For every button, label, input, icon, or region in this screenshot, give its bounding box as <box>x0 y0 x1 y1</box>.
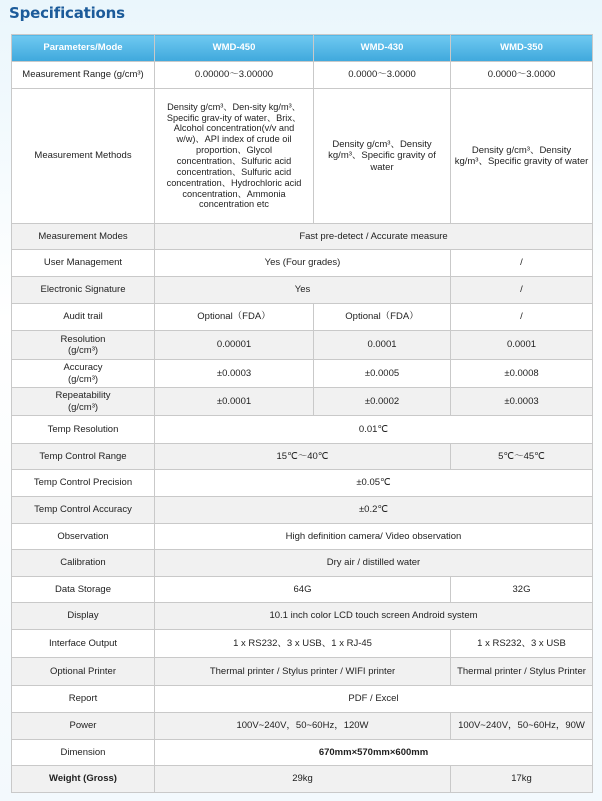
cell-value: 0.0000～3.0000 <box>451 62 593 89</box>
table-row <box>12 550 593 577</box>
row-label: Temp Control Range <box>12 444 155 470</box>
cell-value: 15℃～40℃ <box>155 444 451 470</box>
header-wmd-430: WMD-430 <box>314 35 451 62</box>
table-row <box>12 577 593 603</box>
cell-value: ±0.0003 <box>155 360 314 388</box>
cell-value: 1 x RS232、3 x USB、1 x RJ-45 <box>155 630 451 658</box>
cell-value: Fast pre-detect / Accurate measure <box>155 224 593 250</box>
row-label: Accuracy (g/cm³) <box>12 360 155 388</box>
table-row <box>12 470 593 497</box>
cell-value: Optional（FDA） <box>155 304 314 331</box>
cell-value: / <box>451 250 593 277</box>
row-label: Temp Resolution <box>12 416 155 444</box>
cell-value: 670mm×570mm×600mm <box>155 740 593 766</box>
cell-value: ±0.05℃ <box>155 470 593 497</box>
row-label: Interface Output <box>12 630 155 658</box>
table-row <box>12 444 593 470</box>
cell-value: ±0.0008 <box>451 360 593 388</box>
table-row <box>12 740 593 766</box>
header-wmd-450: WMD-450 <box>155 35 314 62</box>
row-label: User Management <box>12 250 155 277</box>
cell-value: 100V~240V，50~60Hz，120W <box>155 713 451 740</box>
row-label: Measurement Methods <box>12 89 155 224</box>
cell-value: PDF / Excel <box>155 686 593 713</box>
cell-value: 0.0000～3.0000 <box>314 62 451 89</box>
table-row <box>12 766 593 793</box>
table-row <box>12 388 593 416</box>
cell-value: Dry air / distilled water <box>155 550 593 577</box>
row-label: Dimension <box>12 740 155 766</box>
table-row <box>12 658 593 686</box>
row-label: Temp Control Precision <box>12 470 155 497</box>
cell-value: / <box>451 304 593 331</box>
cell-value: Density g/cm³、Density kg/m³、Specific gravity of water <box>314 89 451 224</box>
table-row <box>12 89 593 224</box>
header-parameters: Parameters/Mode <box>12 35 155 62</box>
table-row <box>12 277 593 304</box>
cell-value: Optional（FDA） <box>314 304 451 331</box>
row-label: Temp Control Accuracy <box>12 497 155 524</box>
table-row <box>12 250 593 277</box>
row-label: Measurement Modes <box>12 224 155 250</box>
cell-value: 17kg <box>451 766 593 793</box>
cell-value: ±0.0003 <box>451 388 593 416</box>
table-row <box>12 360 593 388</box>
row-label: Display <box>12 603 155 630</box>
cell-value: High definition camera/ Video observation <box>155 524 593 550</box>
table-row <box>12 713 593 740</box>
cell-value: 32G <box>451 577 593 603</box>
cell-value: Thermal printer / Stylus Printer <box>451 658 593 686</box>
cell-value: 29kg <box>155 766 451 793</box>
row-label: Repeatability (g/cm³) <box>12 388 155 416</box>
cell-value: ±0.0002 <box>314 388 451 416</box>
table-row <box>12 497 593 524</box>
row-label: Power <box>12 713 155 740</box>
cell-value: 64G <box>155 577 451 603</box>
table-row <box>12 686 593 713</box>
cell-value: Yes <box>155 277 451 304</box>
table-row <box>12 224 593 250</box>
cell-value: Thermal printer / Stylus printer / WIFI printer <box>155 658 451 686</box>
row-label: Electronic Signature <box>12 277 155 304</box>
cell-value: / <box>451 277 593 304</box>
page-title: Specifications <box>9 4 125 22</box>
cell-value: 0.00001 <box>155 331 314 360</box>
row-label: Calibration <box>12 550 155 577</box>
cell-value: 0.0001 <box>451 331 593 360</box>
cell-value: 10.1 inch color LCD touch screen Android system <box>155 603 593 630</box>
table-row <box>12 524 593 550</box>
row-label: Resolution (g/cm³) <box>12 331 155 360</box>
row-label: Optional Printer <box>12 658 155 686</box>
header-wmd-350: WMD-350 <box>451 35 593 62</box>
table-row <box>12 62 593 89</box>
specifications-table <box>11 34 593 793</box>
cell-value: 1 x RS232、3 x USB <box>451 630 593 658</box>
cell-value: 0.0001 <box>314 331 451 360</box>
table-row <box>12 416 593 444</box>
table-header-row <box>12 35 593 62</box>
cell-value: Density g/cm³、Density kg/m³、Specific gravity of water <box>451 89 593 224</box>
table-row <box>12 331 593 360</box>
cell-value: 0.00000～3.00000 <box>155 62 314 89</box>
cell-value: ±0.0005 <box>314 360 451 388</box>
cell-value: 5℃～45℃ <box>451 444 593 470</box>
cell-value: 100V~240V，50~60Hz，90W <box>451 713 593 740</box>
row-label: Weight (Gross) <box>12 766 155 793</box>
row-label: Audit trail <box>12 304 155 331</box>
table-row <box>12 603 593 630</box>
row-label: Observation <box>12 524 155 550</box>
cell-value: ±0.0001 <box>155 388 314 416</box>
cell-value: Yes (Four grades) <box>155 250 451 277</box>
row-label: Measurement Range (g/cm³) <box>12 62 155 89</box>
table-row <box>12 304 593 331</box>
row-label: Report <box>12 686 155 713</box>
cell-value: 0.01℃ <box>155 416 593 444</box>
row-label: Data Storage <box>12 577 155 603</box>
cell-value: Density g/cm³、Den-sity kg/m³、Specific grav-ity of water、Brix、Alcohol concentration(v/v and w/w)、API index of crude oil proportion、Glycol concentration、Sulfuric acid concentration、Sulfuric acid concentration、Hydrochloric acid concentration、Ammonia concentration etc <box>155 89 314 224</box>
table-row <box>12 630 593 658</box>
cell-value: ±0.2℃ <box>155 497 593 524</box>
